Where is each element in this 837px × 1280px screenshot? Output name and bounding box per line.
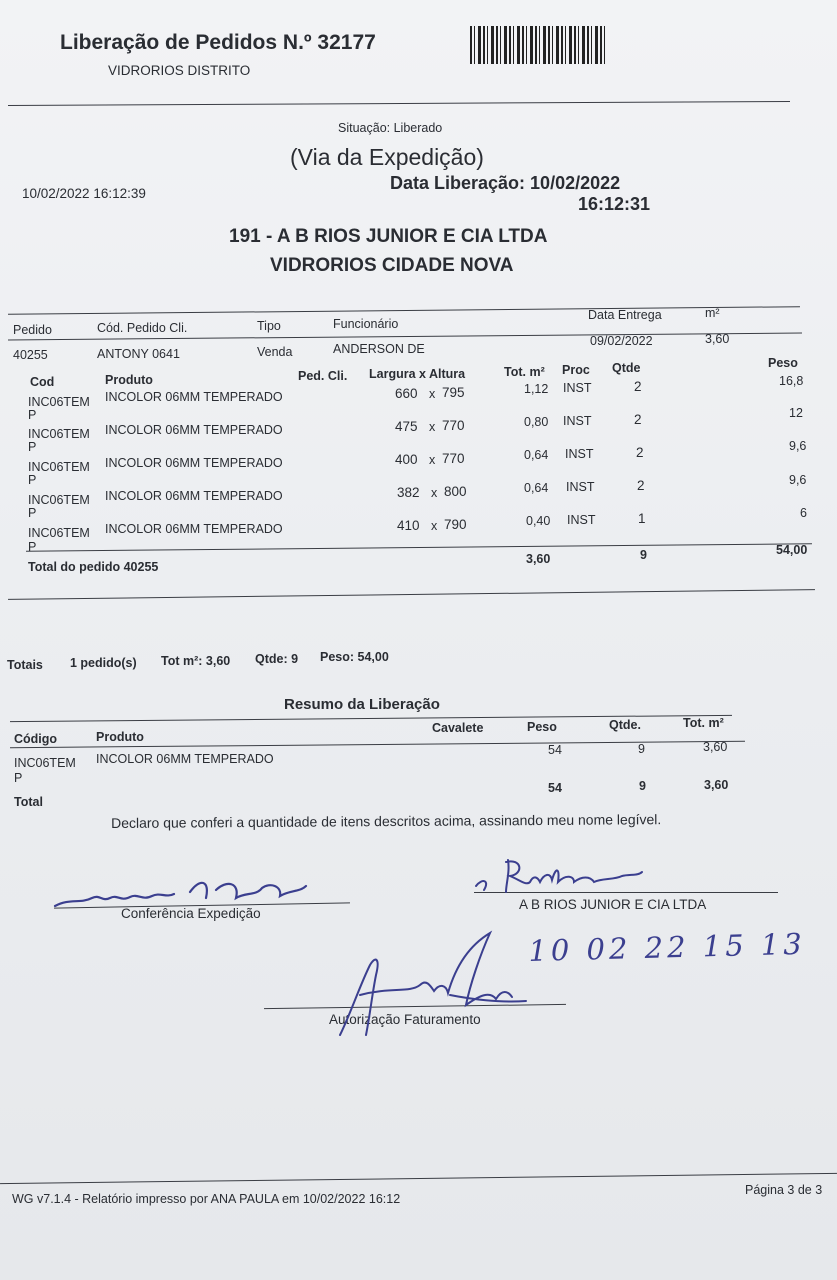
resumo-col-tot-m2: Tot. m² bbox=[683, 716, 724, 730]
item-qtde: 2 bbox=[636, 445, 644, 460]
item-produto: INCOLOR 06MM TEMPERADO bbox=[105, 423, 283, 437]
item-tot-m2: 0,64 bbox=[524, 481, 549, 495]
item-x: x bbox=[429, 420, 436, 434]
order-total-divider bbox=[26, 543, 812, 552]
resumo-codigo-suffix: P bbox=[14, 771, 23, 785]
signature-conferencia bbox=[50, 868, 330, 918]
totais-qtde: Qtde: 9 bbox=[255, 652, 299, 666]
print-datetime: 10/02/2022 16:12:39 bbox=[22, 186, 146, 201]
resumo-peso: 54 bbox=[548, 743, 562, 757]
item-proc: INST bbox=[563, 381, 592, 395]
items-col-tot-m2: Tot. m² bbox=[504, 365, 545, 379]
col-data-entrega: Data Entrega bbox=[588, 308, 662, 322]
barcode bbox=[470, 26, 606, 64]
item-cod-suffix: P bbox=[28, 473, 37, 487]
item-peso: 6 bbox=[800, 506, 807, 520]
data-liberacao: Data Liberação: 10/02/2022 bbox=[390, 173, 621, 193]
item-altura: 770 bbox=[442, 418, 465, 433]
company-name: VIDRORIOS DISTRITO bbox=[108, 63, 251, 78]
col-cod-pedido-cli: Cód. Pedido Cli. bbox=[97, 321, 188, 335]
order-data-entrega: 09/02/2022 bbox=[590, 334, 653, 348]
item-produto: INCOLOR 06MM TEMPERADO bbox=[105, 390, 283, 404]
report-title: Liberação de Pedidos N.º 32177 bbox=[60, 31, 376, 54]
order-cod-cli: ANTONY 0641 bbox=[97, 347, 180, 361]
footer-page-number: Página 3 de 3 bbox=[745, 1183, 823, 1197]
declaration-text: Declaro que conferi a quantidade de itens descritos acima, assinando meu nome legível. bbox=[111, 811, 662, 831]
signature-label-autorizacao: Autorização Faturamento bbox=[329, 1012, 481, 1027]
item-x: x bbox=[429, 453, 436, 467]
signature-label-cliente: A B RIOS JUNIOR E CIA LTDA bbox=[519, 897, 707, 912]
item-cod-suffix: P bbox=[28, 506, 37, 520]
item-qtde: 2 bbox=[634, 379, 642, 394]
client-name: 191 - A B RIOS JUNIOR E CIA LTDA bbox=[229, 226, 548, 247]
header-divider bbox=[8, 101, 790, 106]
items-col-proc: Proc bbox=[562, 363, 590, 377]
col-pedido: Pedido bbox=[13, 323, 52, 337]
resumo-col-qtde: Qtde. bbox=[609, 718, 641, 732]
item-proc: INST bbox=[566, 480, 595, 494]
items-col-produto: Produto bbox=[105, 373, 153, 387]
item-cod-suffix: P bbox=[28, 540, 37, 554]
item-tot-m2: 1,12 bbox=[524, 382, 549, 396]
order-total-peso: 54,00 bbox=[776, 543, 808, 557]
item-peso: 16,8 bbox=[779, 374, 804, 388]
resumo-total-qtde: 9 bbox=[639, 779, 646, 793]
totais-pedidos: 1 pedido(s) bbox=[70, 656, 137, 670]
items-col-dims: Largura x Altura bbox=[369, 367, 466, 381]
item-largura: 382 bbox=[397, 485, 420, 500]
item-peso: 9,6 bbox=[789, 439, 807, 453]
resumo-total-label: Total bbox=[14, 795, 43, 809]
totais-tot-m2: Tot m²: 3,60 bbox=[161, 654, 231, 668]
order-bottom-divider bbox=[8, 589, 815, 600]
handwritten-date: 10 02 22 15 13 bbox=[528, 926, 807, 968]
item-peso: 12 bbox=[789, 406, 803, 420]
data-liberacao-time: 16:12:31 bbox=[578, 194, 651, 214]
item-peso: 9,6 bbox=[789, 473, 807, 487]
items-col-qtde: Qtde bbox=[612, 361, 641, 375]
item-largura: 660 bbox=[395, 386, 418, 401]
items-col-peso: Peso bbox=[768, 356, 798, 370]
item-tot-m2: 0,80 bbox=[524, 415, 549, 429]
item-cod: INC06TEM bbox=[28, 460, 90, 474]
order-total-qtde: 9 bbox=[640, 548, 647, 562]
item-x: x bbox=[431, 519, 438, 533]
signature-cliente bbox=[470, 852, 650, 898]
signature-autorizacao bbox=[330, 925, 530, 1045]
item-cod: INC06TEM bbox=[28, 526, 90, 540]
resumo-produto: INCOLOR 06MM TEMPERADO bbox=[96, 752, 274, 766]
order-tipo: Venda bbox=[257, 345, 293, 359]
resumo-col-cavalete: Cavalete bbox=[432, 721, 484, 735]
item-cod: INC06TEM bbox=[28, 493, 90, 507]
item-altura: 790 bbox=[444, 517, 467, 532]
col-funcionario: Funcionário bbox=[333, 317, 399, 331]
resumo-col-codigo: Código bbox=[14, 732, 58, 746]
footer-divider bbox=[0, 1173, 837, 1184]
item-proc: INST bbox=[567, 513, 596, 527]
item-cod-suffix: P bbox=[28, 408, 37, 422]
order-total-m2: 3,60 bbox=[526, 552, 551, 566]
item-produto: INCOLOR 06MM TEMPERADO bbox=[105, 522, 283, 536]
item-qtde: 2 bbox=[634, 412, 642, 427]
item-qtde: 2 bbox=[637, 478, 645, 493]
item-largura: 410 bbox=[397, 518, 420, 533]
resumo-tot-m2: 3,60 bbox=[703, 740, 728, 754]
item-altura: 795 bbox=[442, 385, 465, 400]
item-altura: 770 bbox=[442, 451, 465, 466]
item-proc: INST bbox=[563, 414, 592, 428]
items-col-cod: Cod bbox=[30, 375, 55, 389]
item-produto: INCOLOR 06MM TEMPERADO bbox=[105, 489, 283, 503]
resumo-qtde: 9 bbox=[638, 742, 645, 756]
item-cod-suffix: P bbox=[28, 440, 37, 454]
item-cod: INC06TEM bbox=[28, 427, 90, 441]
items-col-ped-cli: Ped. Cli. bbox=[298, 369, 348, 383]
col-tipo: Tipo bbox=[257, 319, 281, 333]
footer-left-text: WG v7.1.4 - Relatório impresso por ANA PAULA em 10/02/2022 16:12 bbox=[12, 1192, 401, 1206]
item-largura: 400 bbox=[395, 452, 418, 467]
item-produto: INCOLOR 06MM TEMPERADO bbox=[105, 456, 283, 470]
resumo-total-tot-m2: 3,60 bbox=[704, 778, 729, 792]
totais-label: Totais bbox=[7, 658, 43, 672]
item-tot-m2: 0,64 bbox=[524, 448, 549, 462]
item-x: x bbox=[431, 486, 438, 500]
resumo-col-produto: Produto bbox=[96, 730, 144, 744]
resumo-col-peso: Peso bbox=[527, 720, 557, 734]
item-x: x bbox=[429, 387, 436, 401]
client-store: VIDRORIOS CIDADE NOVA bbox=[270, 255, 514, 276]
item-tot-m2: 0,40 bbox=[526, 514, 551, 528]
item-largura: 475 bbox=[395, 419, 418, 434]
col-m2: m² bbox=[705, 306, 720, 320]
item-cod: INC06TEM bbox=[28, 395, 90, 409]
signature-label-conferencia: Conferência Expedição bbox=[121, 906, 261, 921]
item-altura: 800 bbox=[444, 484, 467, 499]
item-proc: INST bbox=[565, 447, 594, 461]
resumo-title: Resumo da Liberação bbox=[284, 696, 440, 713]
order-total-label: Total do pedido 40255 bbox=[28, 560, 159, 574]
resumo-total-peso: 54 bbox=[548, 781, 562, 795]
order-funcionario: ANDERSON DE bbox=[333, 342, 425, 356]
resumo-codigo: INC06TEM bbox=[14, 756, 76, 770]
order-divider-top bbox=[8, 306, 800, 315]
totais-peso: Peso: 54,00 bbox=[320, 650, 389, 664]
item-qtde: 1 bbox=[638, 511, 646, 526]
order-pedido: 40255 bbox=[13, 348, 48, 362]
situacao: Situação: Liberado bbox=[338, 121, 443, 135]
via-label: (Via da Expedição) bbox=[290, 144, 484, 170]
order-m2: 3,60 bbox=[705, 332, 730, 346]
